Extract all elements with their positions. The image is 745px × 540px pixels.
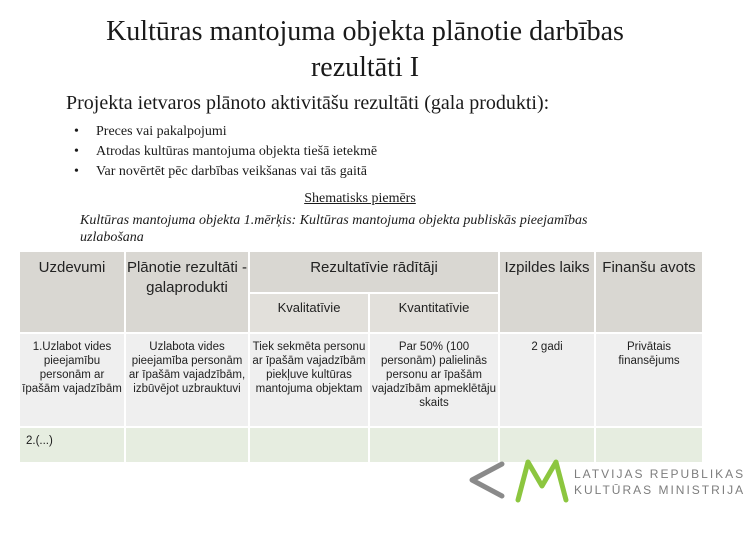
bullet-dot-icon: •: [74, 164, 79, 179]
results-table: [18, 250, 704, 464]
cell-task: 2.(...): [19, 427, 125, 463]
slide-title-line-1: Kultūras mantojuma objekta plānotie darbības: [106, 16, 624, 47]
cell-deadline: 2 gadi: [499, 333, 595, 427]
slide-title: [40, 14, 690, 86]
logo-m-shape: [518, 462, 566, 500]
cell-funding: Privātais finansējums: [595, 333, 703, 427]
header-tasks: Uzdevumi: [19, 251, 125, 333]
bullet-text: Var novērtēt pēc darbības veikšanas vai tās gaitā: [96, 164, 367, 179]
header-funding: Finanšu avots: [595, 251, 703, 333]
bullet-text: Preces vai pakalpojumi: [96, 124, 227, 139]
logo-line-2: KULTŪRAS MINISTRIJA: [574, 483, 745, 497]
header-deadline: Izpildes laiks: [499, 251, 595, 333]
cell-task: 1.Uzlabot vides pieejamību personām ar īpašām vajadzībām: [19, 333, 125, 427]
slide-title-line-2: rezultāti I: [310, 52, 420, 83]
schema-label: Shematisks piemērs: [304, 191, 416, 206]
bullet-dot-icon: •: [74, 144, 79, 159]
bullet-item: [74, 162, 377, 182]
cell-qualitative: Tiek sekmēta personu ar īpašām vajadzībām piekļuve kultūras mantojuma objektam: [249, 333, 369, 427]
goal-line-2: uzlabošana: [80, 230, 144, 245]
slide-subtitle: Projekta ietvaros plānoto aktivitāšu rezultāti (gala produkti):: [66, 92, 550, 114]
bullet-item: [74, 142, 377, 162]
cell-quantitative: Par 50% (100 personām) palielinās personu ar īpašām vajadzībām apmeklētāju skaits: [369, 333, 499, 427]
goal-statement: [80, 212, 680, 246]
bullet-text: Atrodas kultūras mantojuma objekta tiešā ietekmē: [96, 144, 378, 159]
header-indicators: Rezultatīvie rādītāji: [249, 251, 499, 293]
cell-qualitative: [249, 427, 369, 463]
logo-line-1: LATVIJAS REPUBLIKAS: [574, 467, 745, 481]
bullet-list: [74, 122, 377, 182]
logo-chevron: [472, 464, 502, 496]
header-qualitative: Kvalitatīvie: [249, 293, 369, 333]
goal-line-1: Kultūras mantojuma objekta 1.mērķis: Kultūras mantojuma objekta publiskās pieejamības: [80, 213, 588, 228]
bullet-dot-icon: •: [74, 124, 79, 139]
bullet-item: [74, 122, 377, 142]
header-planned-results: Plānotie rezultāti - galaprodukti: [125, 251, 249, 333]
header-quantitative: Kvantitatīvie: [369, 293, 499, 333]
cell-result: Uzlabota vides pieejamība personām ar īpašām vajadzībām, izbūvējot uzbrauktuvi: [125, 333, 249, 427]
cell-result: [125, 427, 249, 463]
ministry-logo-text: [574, 466, 745, 498]
